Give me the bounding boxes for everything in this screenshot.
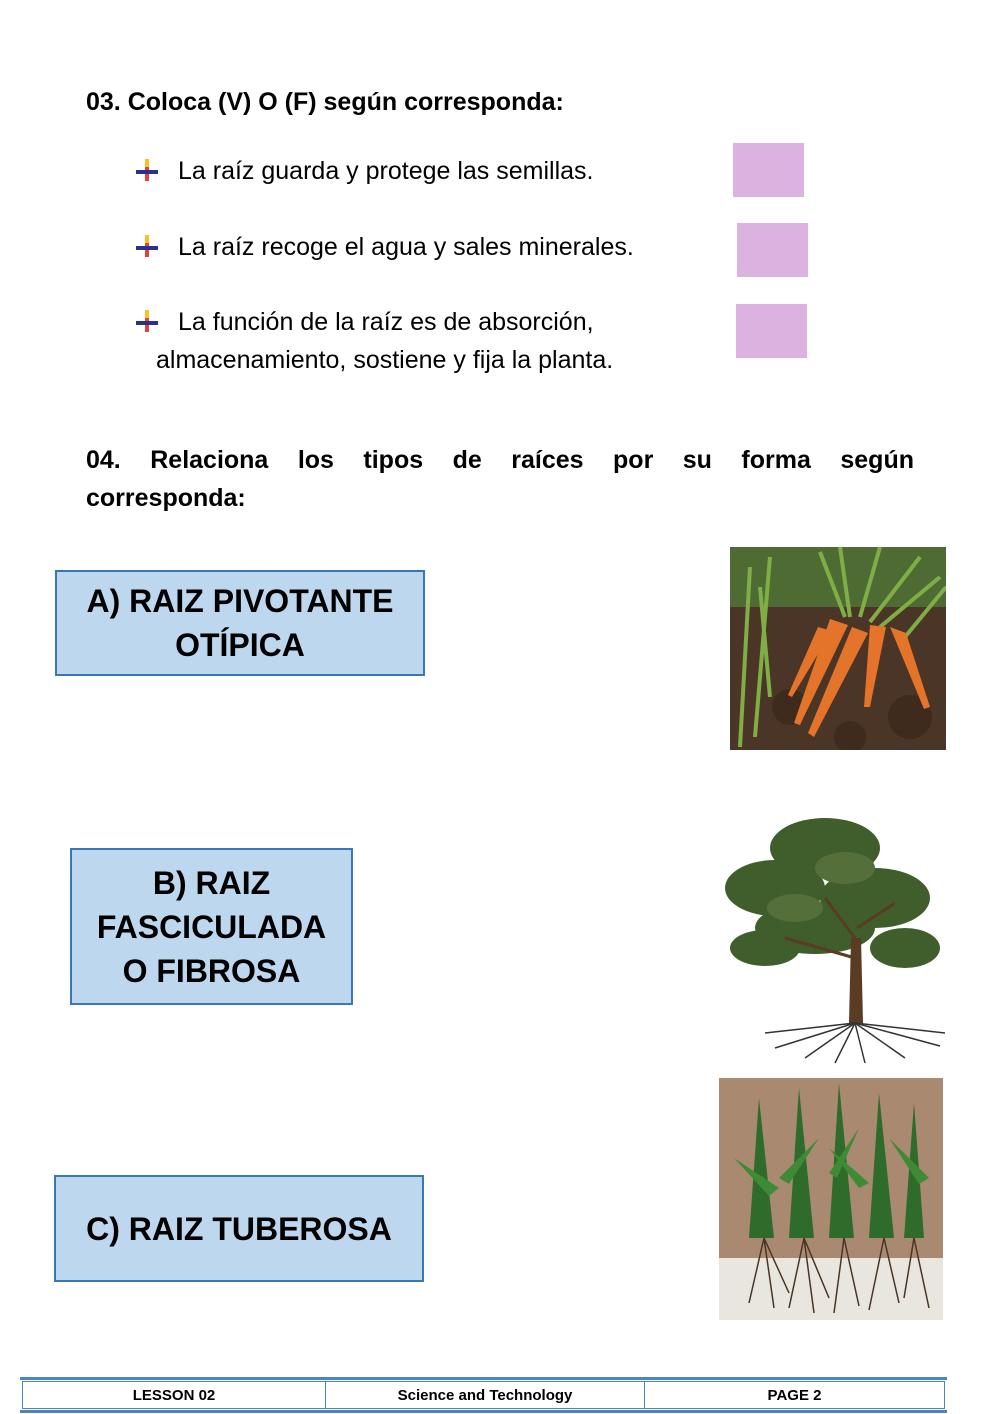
statement-3 <box>136 303 613 379</box>
corn-plants-roots-image[interactable] <box>719 1078 943 1320</box>
bullet-icon <box>136 235 158 257</box>
option-a-box[interactable]: A) RAIZ PIVOTANTE OTÍPICA <box>55 570 425 676</box>
option-b-box[interactable]: B) RAIZ FASCICULADA O FIBROSA <box>70 848 353 1005</box>
footer-lesson: LESSON 02 <box>23 1382 326 1408</box>
footer-page-number: PAGE 2 <box>767 1386 822 1404</box>
statement-1 <box>136 152 594 190</box>
question-4-title: 04. Relaciona los tipos de raíces por su forma según corresponda: <box>86 446 914 512</box>
answer-box-3[interactable] <box>736 304 807 358</box>
footer-subject: Science and Technology <box>326 1382 645 1408</box>
tree-with-roots-image[interactable] <box>705 808 950 1066</box>
statement-3-text-line2: almacenamiento, sostiene y fija la planta. <box>156 346 614 374</box>
statement-2 <box>136 228 634 266</box>
statement-1-text: La raíz guarda y protege las semillas. <box>178 157 594 185</box>
bullet-icon <box>136 310 158 332</box>
carrot-roots-image[interactable] <box>730 547 946 750</box>
statement-3-text-line1: La función de la raíz es de absorción, <box>178 308 594 336</box>
answer-box-2[interactable] <box>737 223 808 277</box>
option-c-box[interactable]: C) RAIZ TUBEROSA <box>54 1175 424 1282</box>
statement-2-text: La raíz recoge el agua y sales minerales. <box>178 233 634 261</box>
question-3-title: 03. Coloca (V) O (F) según corresponda: <box>86 88 564 116</box>
bullet-icon <box>136 159 158 181</box>
answer-box-1[interactable] <box>733 143 804 197</box>
footer <box>22 1381 945 1409</box>
